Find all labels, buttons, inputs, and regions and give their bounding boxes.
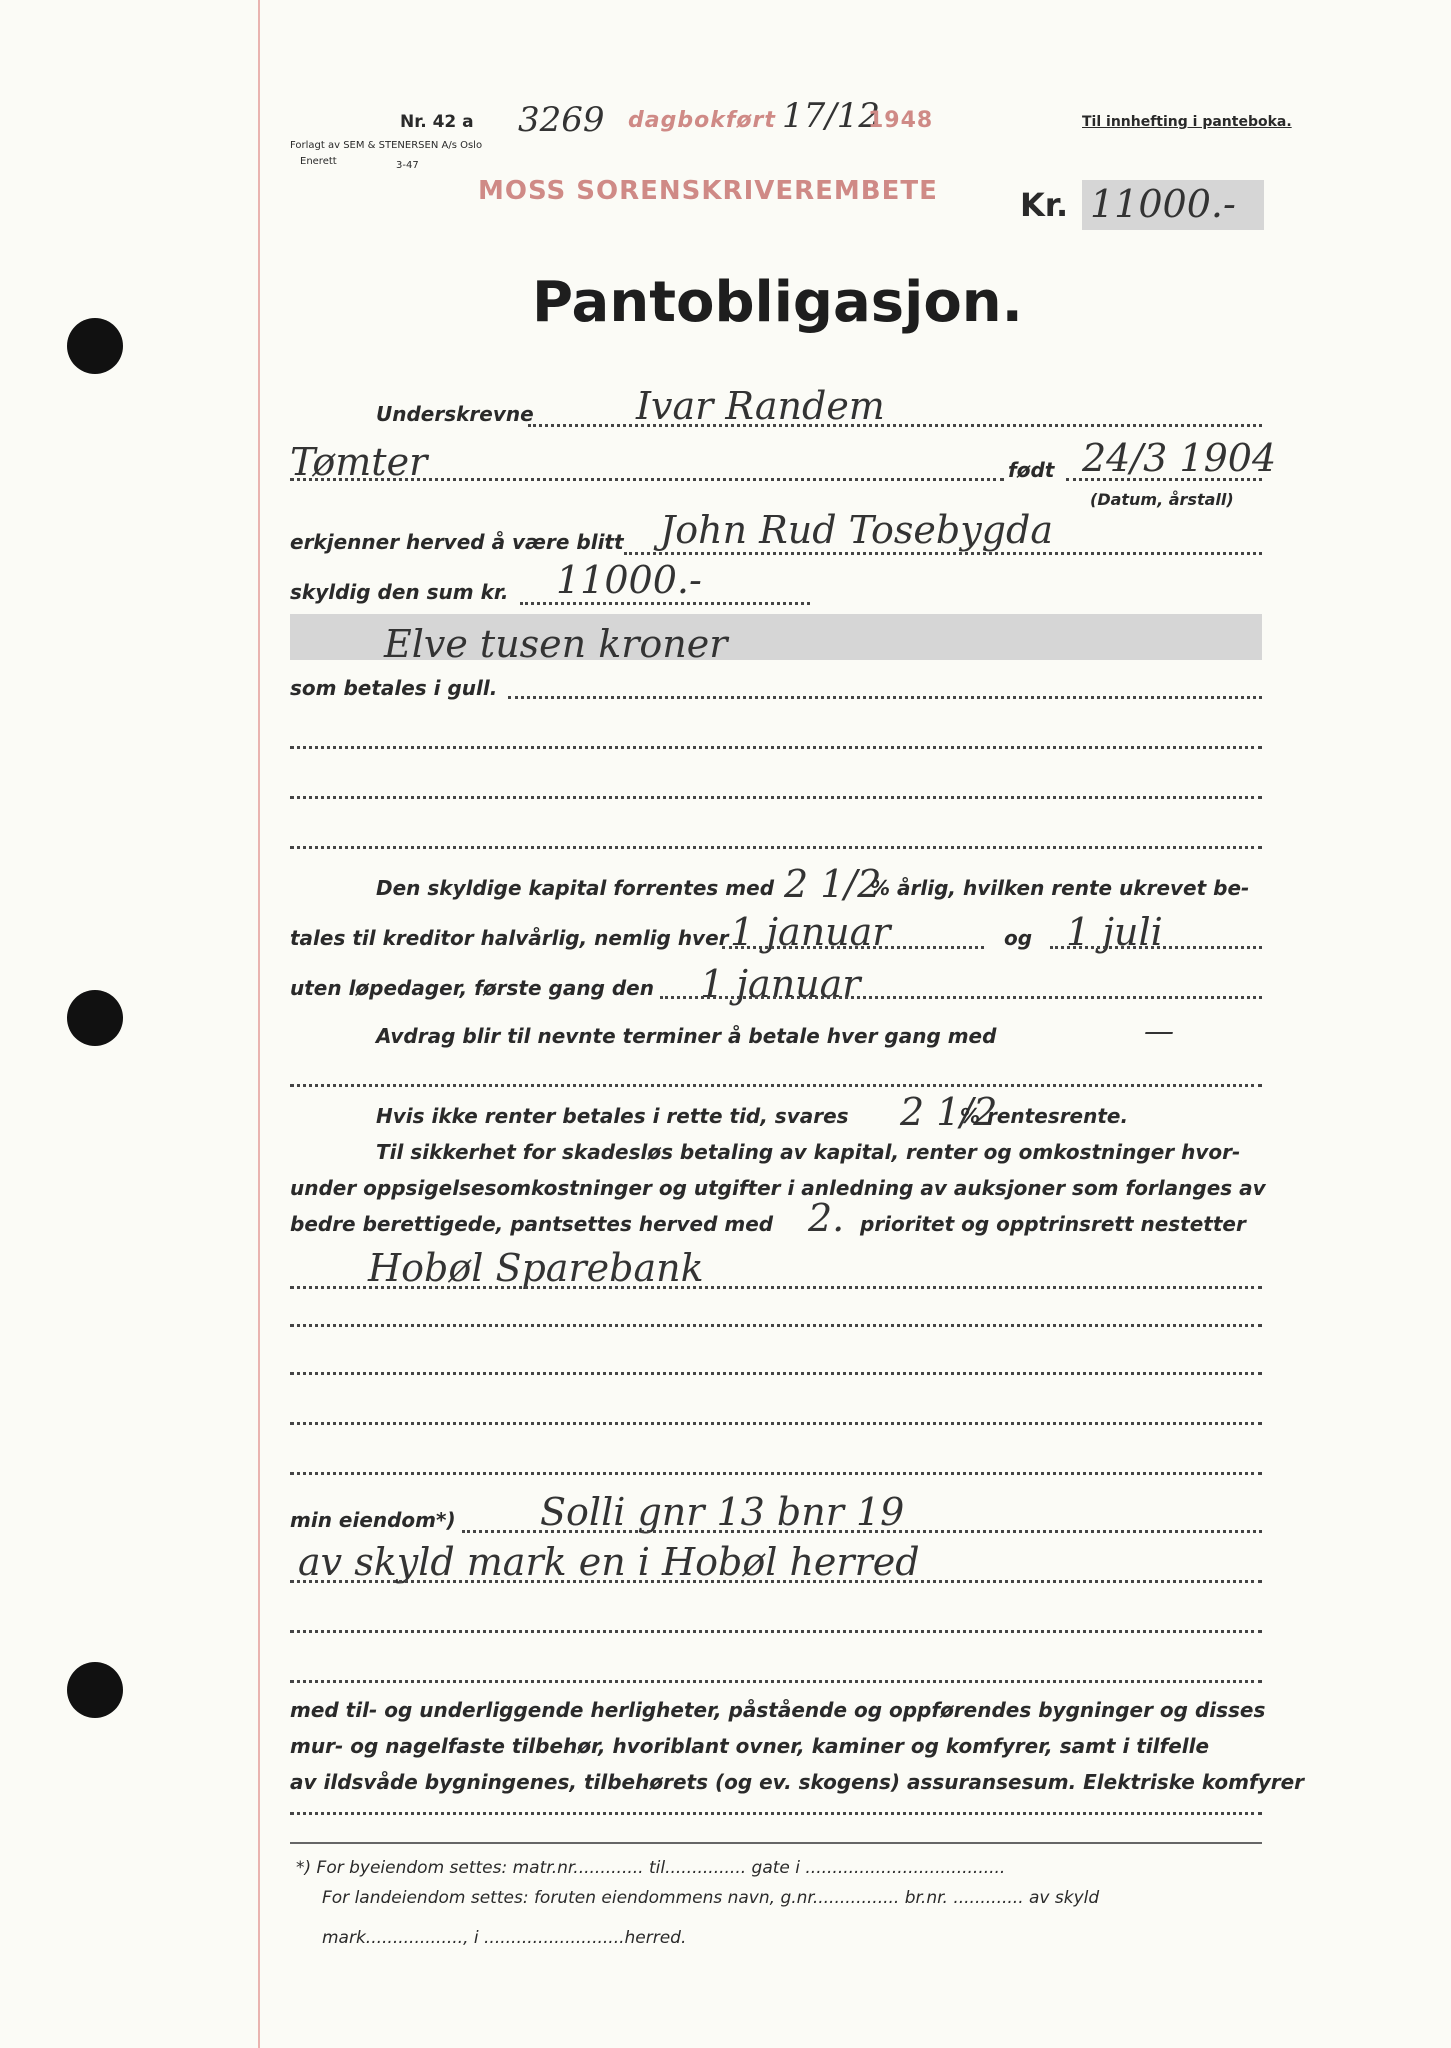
appurtenances-text: med til- og underliggende herligheter, påstående og oppførendes bygninger og disses <box>290 1698 1266 1722</box>
field-line <box>520 602 810 605</box>
interest-rate: 2 1/2 <box>784 862 882 906</box>
field-line <box>290 746 1262 749</box>
undersigned-value: Ivar Randem <box>636 384 885 428</box>
binder-hole <box>67 990 123 1046</box>
interest-text: Den skyldige kapital forrentes med <box>376 876 775 900</box>
dagbokfort-stamp: dagbokført <box>628 108 776 133</box>
field-line <box>508 696 1262 699</box>
field-line <box>290 1084 1262 1087</box>
amount-value: 11000.- <box>1090 182 1236 226</box>
field-line <box>290 1630 1262 1633</box>
sum-value: 11000.- <box>556 558 702 602</box>
footnote-divider <box>290 1842 1262 1844</box>
interest-text: og <box>1004 926 1033 950</box>
field-line <box>722 946 984 949</box>
field-line <box>528 424 1262 427</box>
security-text: prioritet og opptrinsrett nestetter <box>860 1212 1246 1236</box>
interest-text: tales til kreditor halvårlig, nemlig hver <box>290 926 729 950</box>
binder-hole <box>67 1662 123 1718</box>
installment-text: Avdrag blir til nevnte terminer å betale hver gang med <box>376 1024 997 1048</box>
field-line <box>290 846 1262 849</box>
field-line <box>1050 946 1262 949</box>
field-line <box>290 1472 1262 1475</box>
born-value: 24/3 1904 <box>1082 436 1277 480</box>
dagbok-year: 1948 <box>868 108 934 133</box>
sum-words: Elve tusen kroner <box>384 622 728 666</box>
late-interest-text: % rentesrente. <box>960 1104 1129 1128</box>
field-line <box>660 996 1262 999</box>
interest-date-2: 1 juli <box>1066 910 1163 954</box>
born-label: født <box>1008 458 1055 482</box>
entry-number: 3269 <box>518 100 605 140</box>
priority-value: 2. <box>808 1196 845 1240</box>
margin-line <box>258 0 260 2048</box>
publisher-rights: Enerett <box>300 156 337 167</box>
field-line <box>290 796 1262 799</box>
footnote-text: mark.................., i ..........................herred. <box>322 1928 687 1948</box>
field-line <box>290 1286 1262 1289</box>
sum-label: skyldig den sum kr. <box>290 580 509 604</box>
attachment-note: Til innhefting i panteboka. <box>1082 114 1292 130</box>
security-text: under oppsigelsesomkostninger og utgifter i anledning av auksjoner som forlanges av <box>290 1176 1266 1200</box>
field-line <box>290 1812 1262 1815</box>
amount-label: Kr. <box>1020 186 1069 224</box>
appurtenances-text: mur- og nagelfaste tilbehør, hvoriblant ovner, kaminer og komfyrer, samt i tilfelle <box>290 1734 1210 1758</box>
installment-value: — <box>1144 1014 1174 1049</box>
security-text: Til sikkerhet for skadesløs betaling av kapital, renter og omkostninger hvor- <box>376 1140 1241 1164</box>
field-line <box>1066 478 1262 481</box>
born-hint: (Datum, årstall) <box>1090 490 1234 509</box>
appurtenances-text: av ildsvåde bygningenes, tilbehørets (og ev. skogens) assuransesum. Elektriske komfyrer <box>290 1770 1305 1794</box>
occupation-value: Tømter <box>290 440 428 484</box>
field-line <box>290 1372 1262 1375</box>
property-label: min eiendom*) <box>290 1508 456 1532</box>
property-value-1: Solli gnr 13 bnr 19 <box>540 1490 905 1534</box>
field-line <box>290 1580 1262 1583</box>
field-line <box>290 1324 1262 1327</box>
late-interest-text: Hvis ikke renter betales i rette tid, svares <box>376 1104 849 1128</box>
form-number: Nr. 42 a <box>400 112 474 132</box>
gold-label: som betales i gull. <box>290 676 498 700</box>
undersigned-label: Underskrevne <box>376 402 534 426</box>
field-line <box>290 478 1004 481</box>
field-line <box>290 1422 1262 1425</box>
footnote-text: For landeiendom settes: foruten eiendommens navn, g.nr................ br.nr. ............. av skyld <box>322 1888 1100 1908</box>
interest-text: uten løpedager, første gang den <box>290 976 654 1000</box>
interest-first-date: 1 januar <box>700 962 861 1006</box>
interest-text: % årlig, hvilken rente ukrevet be- <box>870 876 1250 900</box>
property-value-2: av skyld mark en i Hobøl herred <box>298 1540 920 1584</box>
document-title: Pantobligasjon. <box>532 270 1023 335</box>
late-interest-rate: 2 1/2 <box>900 1090 998 1134</box>
publisher-date: 3-47 <box>396 160 419 171</box>
security-text: bedre berettigede, pantsettes herved med <box>290 1212 774 1236</box>
prior-holder: Hobøl Sparebank <box>368 1246 704 1290</box>
creditor-value: John Rud Tosebygda <box>660 508 1053 552</box>
footnote-text: *) For byeiendom settes: matr.nr............. til............... gate i ..................................... <box>296 1858 1006 1878</box>
publisher-line: Forlagt av SEM & STENERSEN A/s Oslo <box>290 140 483 151</box>
interest-date-1: 1 januar <box>730 910 891 954</box>
creditor-label: erkjenner herved å være blitt <box>290 530 624 554</box>
field-line <box>290 1680 1262 1683</box>
office-stamp: MOSS SORENSKRIVEREMBETE <box>478 176 938 206</box>
field-line <box>624 552 1262 555</box>
binder-hole <box>67 318 123 374</box>
field-line <box>462 1530 1262 1533</box>
dagbok-date: 17/12 <box>782 96 880 136</box>
